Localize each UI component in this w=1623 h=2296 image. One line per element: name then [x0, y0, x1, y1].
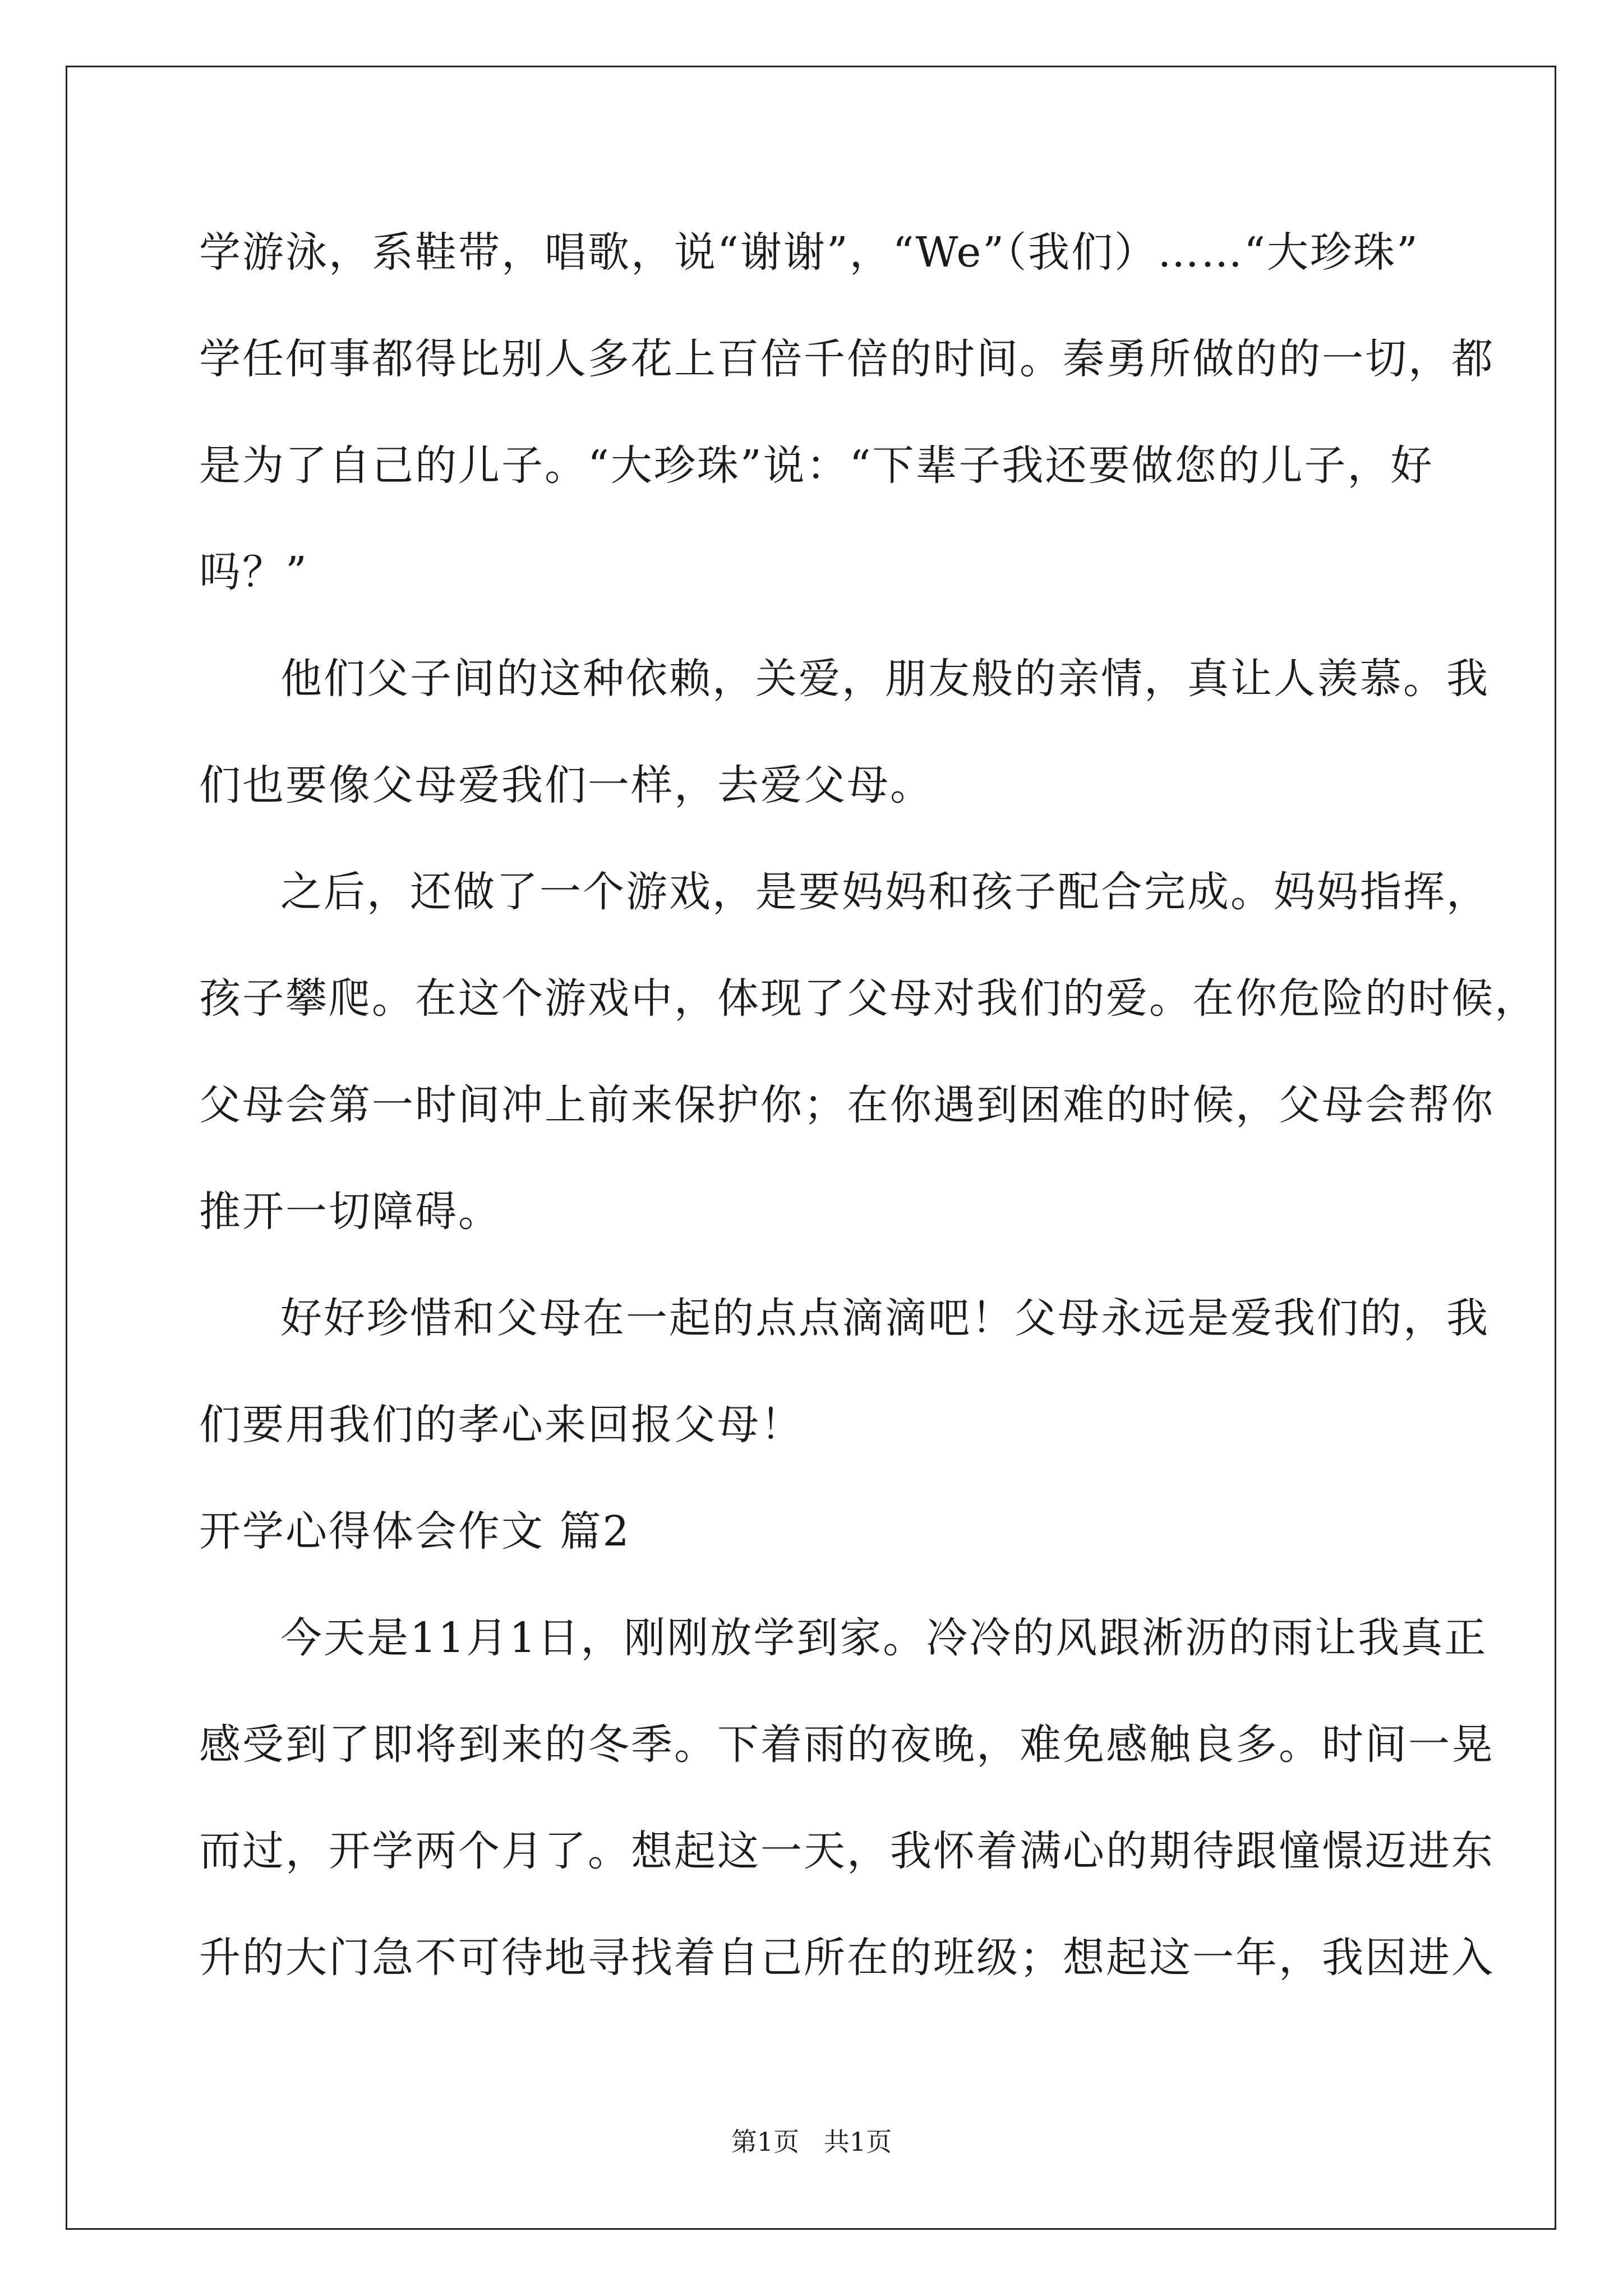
text-line-4: 吗？”	[199, 548, 308, 596]
text-line-17: 升的大门急不可待地寻找着自己所在的班级；想起这一年，我因进入	[199, 1934, 1495, 1982]
section-heading: 开学心得体会作文 篇2	[199, 1507, 631, 1556]
text-line-6: 们也要像父母爱我们一样，去爱父母。	[199, 761, 933, 809]
text-line-10: 推开一切障碍。	[199, 1188, 501, 1236]
text-line-11: 好好珍惜和父母在一起的点点滴滴吧！父母永远是爱我们的，我	[280, 1294, 1490, 1342]
text-line-3: 是为了自己的儿子。“大珍珠”说：“下辈子我还要做您的儿子，好	[199, 441, 1434, 490]
text-line-15: 感受到了即将到来的冬季。下着雨的夜晚，难免感触良多。时间一晃	[199, 1720, 1495, 1769]
text-line-9: 父母会第一时间冲上前来保护你；在你遇到困难的时候，父母会帮你	[199, 1081, 1495, 1129]
text-line-7: 之后，还做了一个游戏，是要妈妈和孩子配合完成。妈妈指挥，	[280, 868, 1490, 916]
page-footer: 第1页 共1页	[731, 2127, 892, 2157]
text-line-14: 今天是11月1日，刚刚放学到家。冷冷的风跟淅沥的雨让我真正	[280, 1614, 1488, 1662]
text-line-1: 学游泳，系鞋带，唱歌，说“谢谢”，“We”（我们）……“大珍珠”	[199, 228, 1419, 277]
text-line-12: 们要用我们的孝心来回报父母！	[199, 1401, 804, 1449]
text-line-5: 他们父子间的这种依赖，关爱，朋友般的亲情，真让人羡慕。我	[280, 655, 1490, 703]
text-line-8: 孩子攀爬。在这个游戏中，体现了父母对我们的爱。在你危险的时候，	[199, 974, 1538, 1023]
text-line-2: 学任何事都得比别人多花上百倍千倍的时间。秦勇所做的的一切，都	[199, 335, 1495, 383]
document-body	[199, 199, 1538, 2011]
text-line-16: 而过，开学两个月了。想起这一天，我怀着满心的期待跟憧憬迈进东	[199, 1827, 1495, 1875]
